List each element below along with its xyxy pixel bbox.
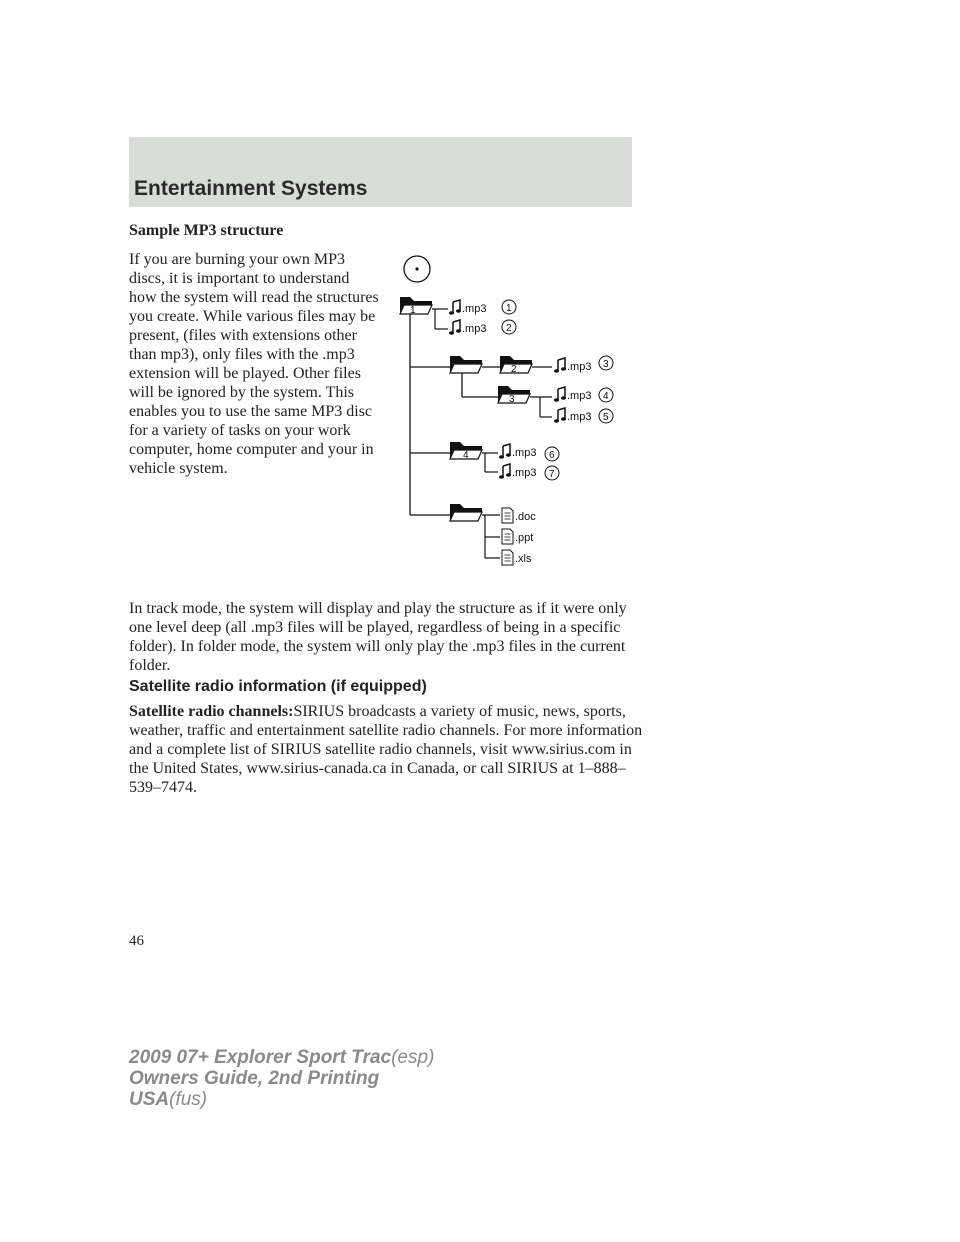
- svg-text:.ppt: .ppt: [515, 532, 534, 544]
- footer-model-code: (esp): [391, 1047, 435, 1068]
- page-number: 46: [129, 933, 144, 949]
- mp3-file-5: [554, 408, 613, 423]
- svg-text:4: 4: [463, 450, 469, 461]
- mp3-structure-diagram: [380, 245, 640, 585]
- satellite-body: SIRIUS broadcasts a variety of music, news, sports, weather, traffic and entertainment satellite radio channels. For more information and a complete list of SIRIUS satellite radio channels, visit www.sirius.com in the United States, www.sirius-canada.ca in Canada, or call SIRIUS at 1–888–539–7474.: [129, 703, 643, 796]
- satellite-lead: Satellite radio channels:: [129, 703, 294, 720]
- footer-line-2: Owners Guide, 2nd Printing: [129, 1068, 380, 1089]
- footer-market: USA: [129, 1089, 170, 1110]
- svg-text:.mp3: .mp3: [512, 447, 537, 459]
- footer-line-3: [129, 1089, 434, 1110]
- svg-text:.mp3: .mp3: [567, 361, 592, 373]
- mp3-file-3: [554, 356, 613, 373]
- svg-text:.doc: .doc: [515, 511, 536, 523]
- folder-3-icon: [498, 386, 530, 405]
- footer-model: 2009 07+ Explorer Sport Trac: [129, 1047, 392, 1068]
- svg-text:3: 3: [603, 359, 609, 370]
- svg-text:.xls: .xls: [515, 553, 532, 565]
- svg-text:.mp3: .mp3: [462, 303, 487, 315]
- footer-line-1: [129, 1047, 434, 1068]
- mp3-file-1: [449, 300, 516, 315]
- svg-text:1: 1: [506, 303, 512, 314]
- svg-text:5: 5: [603, 412, 609, 423]
- mp3-file-4: [554, 387, 613, 402]
- folder-a-icon: [450, 356, 482, 373]
- satellite-heading: Satellite radio information (if equipped): [129, 678, 427, 695]
- folder-4-icon: [450, 442, 482, 461]
- section-title: Entertainment Systems: [134, 177, 368, 200]
- footer-market-code: (fus): [169, 1089, 208, 1110]
- doc-file: [502, 508, 536, 523]
- svg-text:3: 3: [509, 394, 515, 405]
- mp3-file-7: [499, 464, 559, 480]
- svg-text:6: 6: [549, 450, 555, 461]
- sample-heading: Sample MP3 structure: [129, 222, 284, 239]
- folder-1-icon: [400, 297, 432, 316]
- svg-text:.mp3: .mp3: [567, 411, 592, 423]
- mp3-file-6: [499, 444, 559, 461]
- svg-text:4: 4: [603, 391, 609, 402]
- svg-text:7: 7: [549, 469, 555, 480]
- footer: [129, 1047, 434, 1110]
- satellite-paragraph: [129, 702, 649, 797]
- folder-label: 1: [410, 305, 416, 316]
- svg-text:.mp3: .mp3: [462, 323, 487, 335]
- intro-paragraph: If you are burning your own MP3 discs, it is important to understand how the system will read the structures you create. While various files may be present, (files with extensions other than mp3), only files with the .mp3 extension will be played. Other files will be ignored by the system. This enables you to use the same MP3 disc for a variety of tasks on your work computer, home computer and your in vehicle system.: [129, 251, 379, 477]
- svg-text:.mp3: .mp3: [567, 390, 592, 402]
- ppt-file: [502, 529, 533, 544]
- mp3-file-2: [449, 320, 516, 335]
- disc-icon: [404, 256, 430, 282]
- folder-2-icon: [500, 356, 532, 375]
- svg-text:2: 2: [506, 323, 512, 334]
- track-mode-paragraph: In track mode, the system will display and play the structure as if it were only one level deep (all .mp3 files will be played, regardless of being in a specific folder). In folder mode, the system will only play the .mp3 files in the current folder.: [129, 600, 627, 674]
- folder-b-icon: [450, 504, 482, 521]
- xls-file: [502, 550, 532, 565]
- svg-text:.mp3: .mp3: [512, 467, 537, 479]
- svg-text:2: 2: [511, 364, 517, 375]
